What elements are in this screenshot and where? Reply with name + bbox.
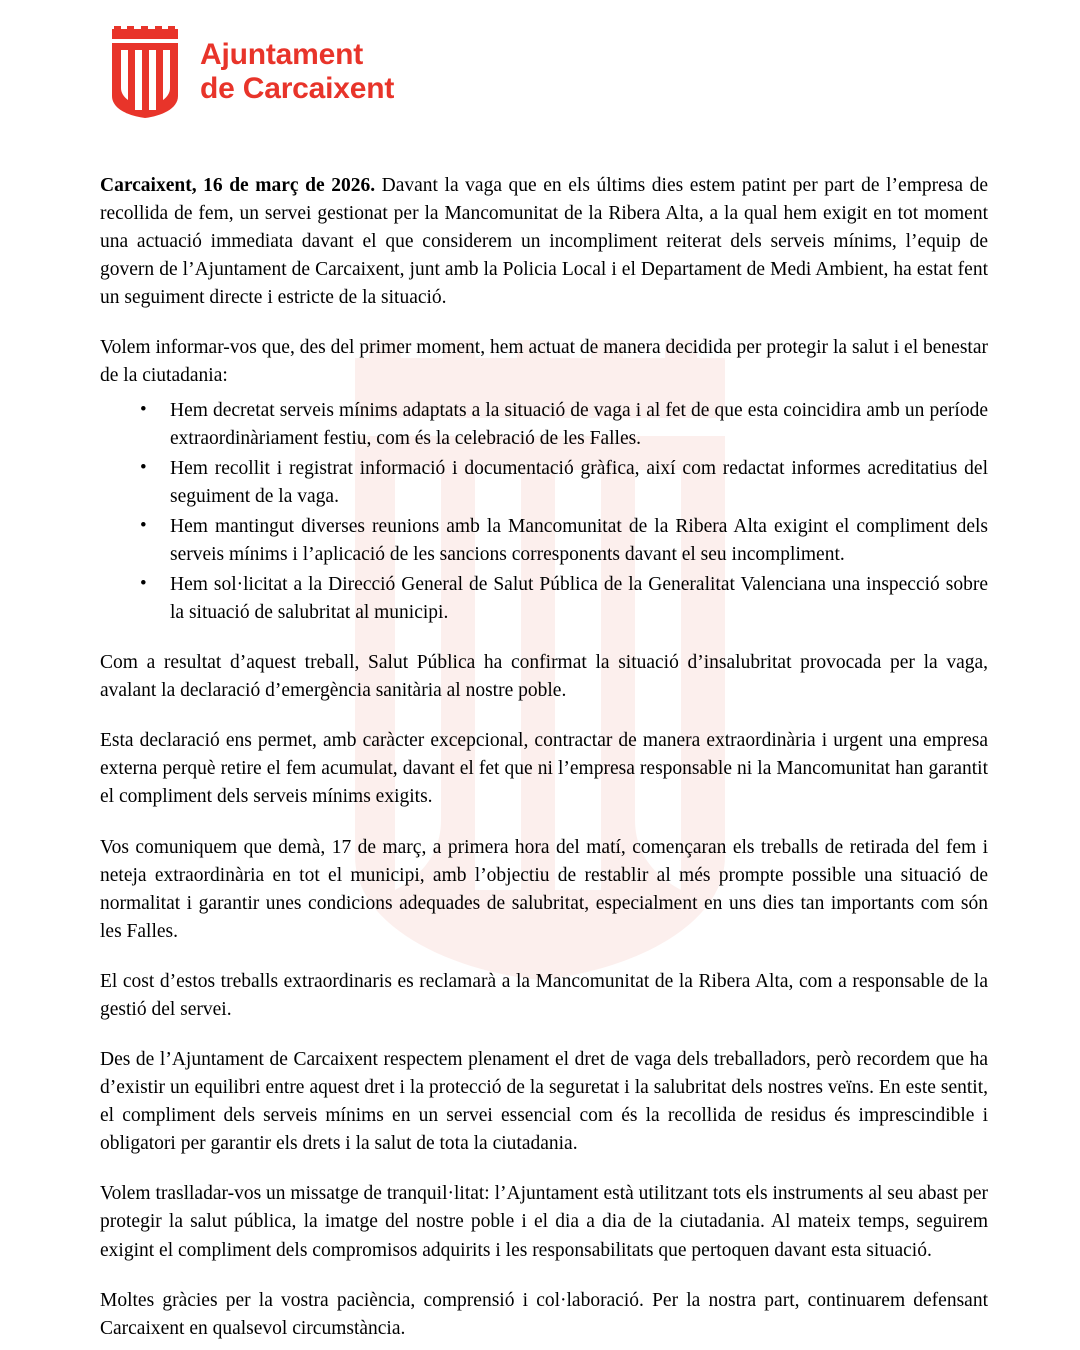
brand-wordmark — [200, 38, 394, 105]
paragraph-7: Des de l’Ajuntament de Carcaixent respectem plenament el dret de vaga dels treballadors, però recordem que ha d’existir un equilibri entre aquest dret i la protecció de la seguretat i la salubritat dels nostres veïns. En este sentit, el compliment dels serveis mínims en un servei essencial com és la recollida de residus és imprescindible i obligatori per garantir els drets i la salut de tota la ciutadania. — [100, 1049, 988, 1155]
document-body — [100, 172, 988, 1343]
paragraph-9: Moltes gràcies per la vostra paciència, comprensió i col·laboració. Per la nostra part, continuarem defensant Carcaixent en qualsevol circumstància. — [100, 1289, 988, 1339]
paragraph-5: Vos comuniquem que demà, 17 de març, a primera hora del matí, començaran els treballs de retirada del fem i neteja extraordinària en tot el municipi, amb l’objectiu de restablir al més prompte possible una situació de normalitat i garantir unes condicions adequades de salubritat, especialment en uns dies tan importants com són les Falles. — [100, 836, 988, 942]
list-item: • Hem mantingut diverses reunions amb la Mancomunitat de la Ribera Alta exigint el compliment dels serveis mínims i l’aplicació de les sancions corresponents davant el seu incompliment. — [134, 513, 988, 569]
list-item: • Hem recollit i registrat informació i documentació gràfica, així com redactat informes acreditatius del seguiment de la vaga. — [134, 455, 988, 511]
brand-line-1: Ajuntament — [200, 38, 364, 72]
document-header — [0, 0, 1080, 118]
paragraph-intro — [100, 172, 988, 312]
list-item: • Hem decretat serveis mínims adaptats a la situació de vaga i al fet de que esta coincidira amb un període extraordinàriament festiu, com és la celebració de les Falles. — [134, 397, 988, 453]
paragraph-3: Com a resultat d’aquest treball, Salut Pública ha confirmat la situació d’insalubritat provocada per la vaga, avalant la declaració d’emergència sanitària al nostre poble. — [100, 652, 988, 702]
paragraph-8: Volem traslladar-vos un missatge de tranquil·litat: l’Ajuntament està utilitzant tots els instruments al seu abast per protegir la salut pública, la imatge del nostre poble i el dia a dia de la ciutadania. Al mateix temps, seguirem exigint el compliment dels compromisos adquirits i les responsabilitats que pertoquen davant esta situació. — [100, 1183, 988, 1261]
paragraph-6: El cost d’estos treballs extraordinaris es reclamarà a la Mancomunitat de la Ribera Alta, com a responsable de la gestió del servei. — [100, 970, 988, 1020]
bullet-list — [100, 397, 988, 628]
list-item: • Hem sol·licitat a la Direcció General de Salut Pública de la Generalitat Valenciana una inspecció sobre la situació de salubritat al municipi. — [134, 571, 988, 627]
carcaixent-crest-icon — [108, 26, 182, 118]
brand-line-2: de Carcaixent — [200, 72, 395, 105]
paragraph-4: Esta declaració ens permet, amb caràcter excepcional, contractar de manera extraordinària i urgent una empresa externa perquè retire el fem acumulat, davant el fet que ni l’empresa responsable ni la Mancomunitat han garantit el compliment dels serveis mínims exigits. — [100, 730, 988, 808]
paragraph-2: Volem informar-vos que, des del primer moment, hem actuat de manera decidida per protegir la salut i el benestar de la ciutadania: — [100, 337, 988, 387]
dateline: Carcaixent, 16 de març de 2026. — [100, 175, 376, 196]
intro-text: Davant la vaga que en els últims dies estem patint per part de l’empresa de recollida de fem, un servei gestionat per la Mancomunitat de la Ribera Alta, a la qual hem exigit en tot moment una actuació immediata davant el que considerem un incompliment reiterat dels serveis mínims, l’equip de govern de l’Ajuntament de Carcaixent, junt amb la Policia Local i el Departament de Medi Ambient, ha estat fent un seguiment directe i estricte de la situació. — [100, 175, 988, 309]
